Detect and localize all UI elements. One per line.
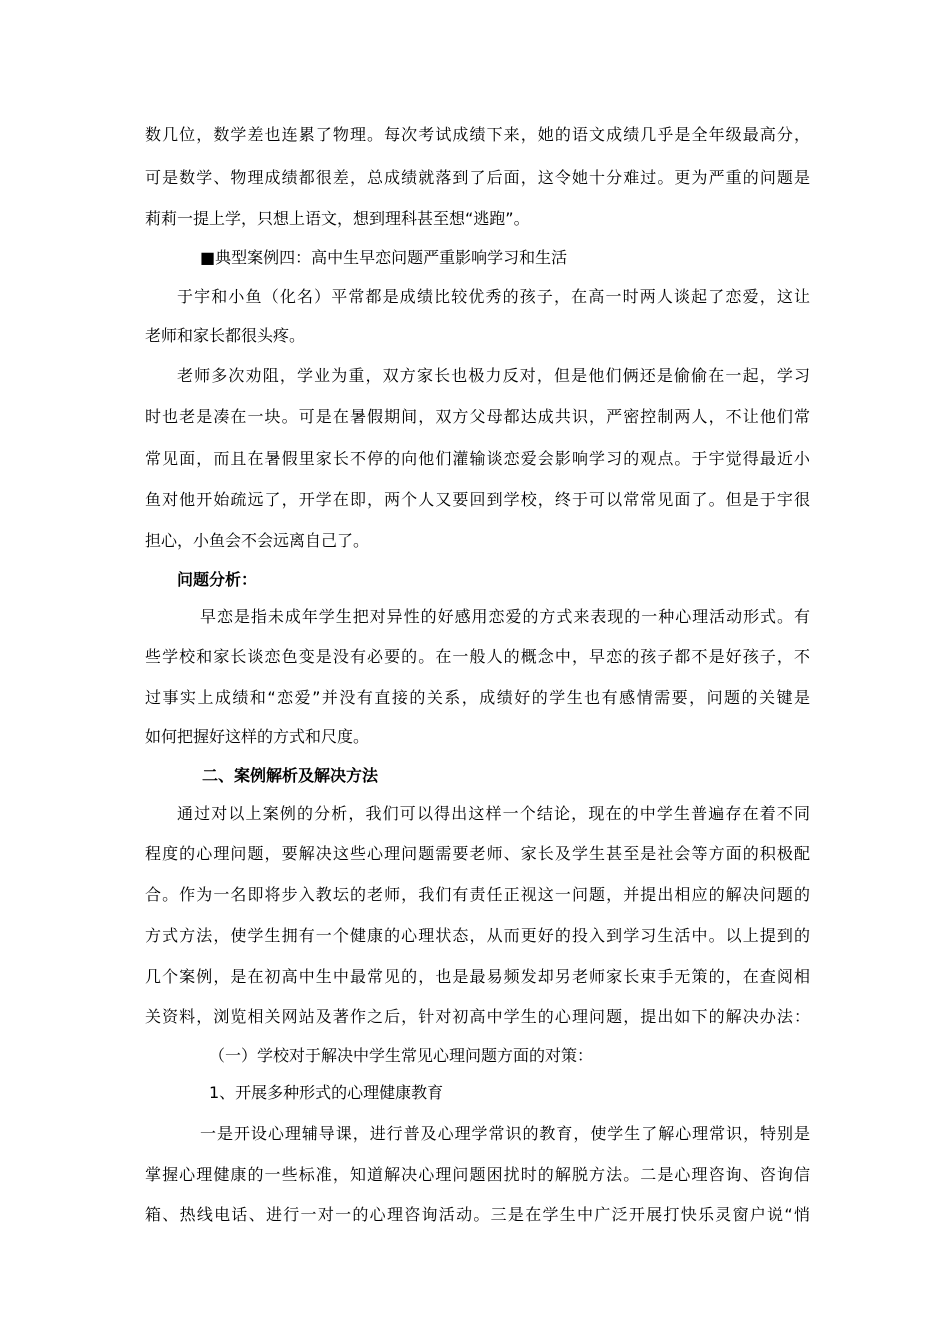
body-text-line: 些学校和家长谈恋色变是没有必要的。在一般人的概念中，早恋的孩子都不是好孩子，不: [145, 647, 810, 666]
body-text-line: 一是开设心理辅导课，进行普及心理学常识的教育，使学生了解心理常识，特别是: [200, 1124, 810, 1143]
body-text-line: 关资料，浏览相关网站及著作之后，针对初高中学生的心理问题，提出如下的解决办法：: [145, 1007, 810, 1026]
body-text-line: 箱、热线电话、进行一对一的心理咨询活动。三是在学生中广泛开展打快乐灵窗户说“悄: [145, 1205, 810, 1224]
section-heading: 问题分析：: [177, 570, 258, 589]
body-text-line: 过事实上成绩和“恋爱”并没有直接的关系，成绩好的学生也有感情需要，问题的关键是: [145, 688, 810, 707]
body-text-line: 程度的心理问题，要解决这些心理问题需要老师、家长及学生甚至是社会等方面的积极配: [145, 844, 810, 863]
body-text-line: 老师多次劝阻，学业为重，双方家长也极力反对，但是他们俩还是偷偷在一起，学习: [177, 366, 810, 385]
subsection-heading: （一）学校对于解决中学生常见心理问题方面的对策：: [209, 1046, 594, 1065]
body-text-line: 鱼对他开始疏远了，开学在即，两个人又要回到学校，终于可以常常见面了。但是于宇很: [145, 490, 810, 509]
case-heading: ■典型案例四：高中生早恋问题严重影响学习和生活: [200, 248, 568, 267]
body-text-line: 时也老是凑在一块。可是在暑假期间，双方父母都达成共识，严密控制两人，不让他们常: [145, 407, 810, 426]
body-text-line: 通过对以上案例的分析，我们可以得出这样一个结论，现在的中学生普遍存在着不同: [177, 804, 810, 823]
body-text-line: 方式方法，使学生拥有一个健康的心理状态，从而更好的投入到学习生活中。以上提到的: [145, 926, 810, 945]
body-text-line: 可是数学、物理成绩都很差，总成绩就落到了后面，这令她十分难过。更为严重的问题是: [145, 168, 810, 187]
body-text-line: 早恋是指未成年学生把对异性的好感用恋爱的方式来表现的一种心理活动形式。有: [200, 607, 810, 626]
body-text-line: 莉莉一提上学，只想上语文，想到理科甚至想“逃跑”。: [145, 209, 530, 228]
subsection-heading: 1、开展多种形式的心理健康教育: [209, 1083, 444, 1102]
body-text-line: 合。作为一名即将步入教坛的老师，我们有责任正视这一问题，并提出相应的解决问题的: [145, 885, 810, 904]
section-heading: 二、案例解析及解决方法: [202, 766, 379, 785]
body-text-line: 常见面，而且在暑假里家长不停的向他们灌输谈恋爱会影响学习的观点。于宇觉得最近小: [145, 449, 810, 468]
body-text-line: 数几位，数学差也连累了物理。每次考试成绩下来，她的语文成绩几乎是全年级最高分，: [145, 125, 810, 144]
body-text-line: 担心，小鱼会不会远离自己了。: [145, 531, 370, 550]
body-text-line: 老师和家长都很头疼。: [145, 326, 306, 345]
body-text-line: 掌握心理健康的一些标准，知道解决心理问题困扰时的解脱方法。二是心理咨询、咨询信: [145, 1165, 810, 1184]
body-text-line: 几个案例，是在初高中生中最常见的，也是最易频发却另老师家长束手无策的，在查阅相: [145, 967, 810, 986]
body-text-line: 如何把握好这样的方式和尺度。: [145, 727, 370, 746]
body-text-line: 于宇和小鱼（化名）平常都是成绩比较优秀的孩子，在高一时两人谈起了恋爱，这让: [177, 287, 810, 306]
